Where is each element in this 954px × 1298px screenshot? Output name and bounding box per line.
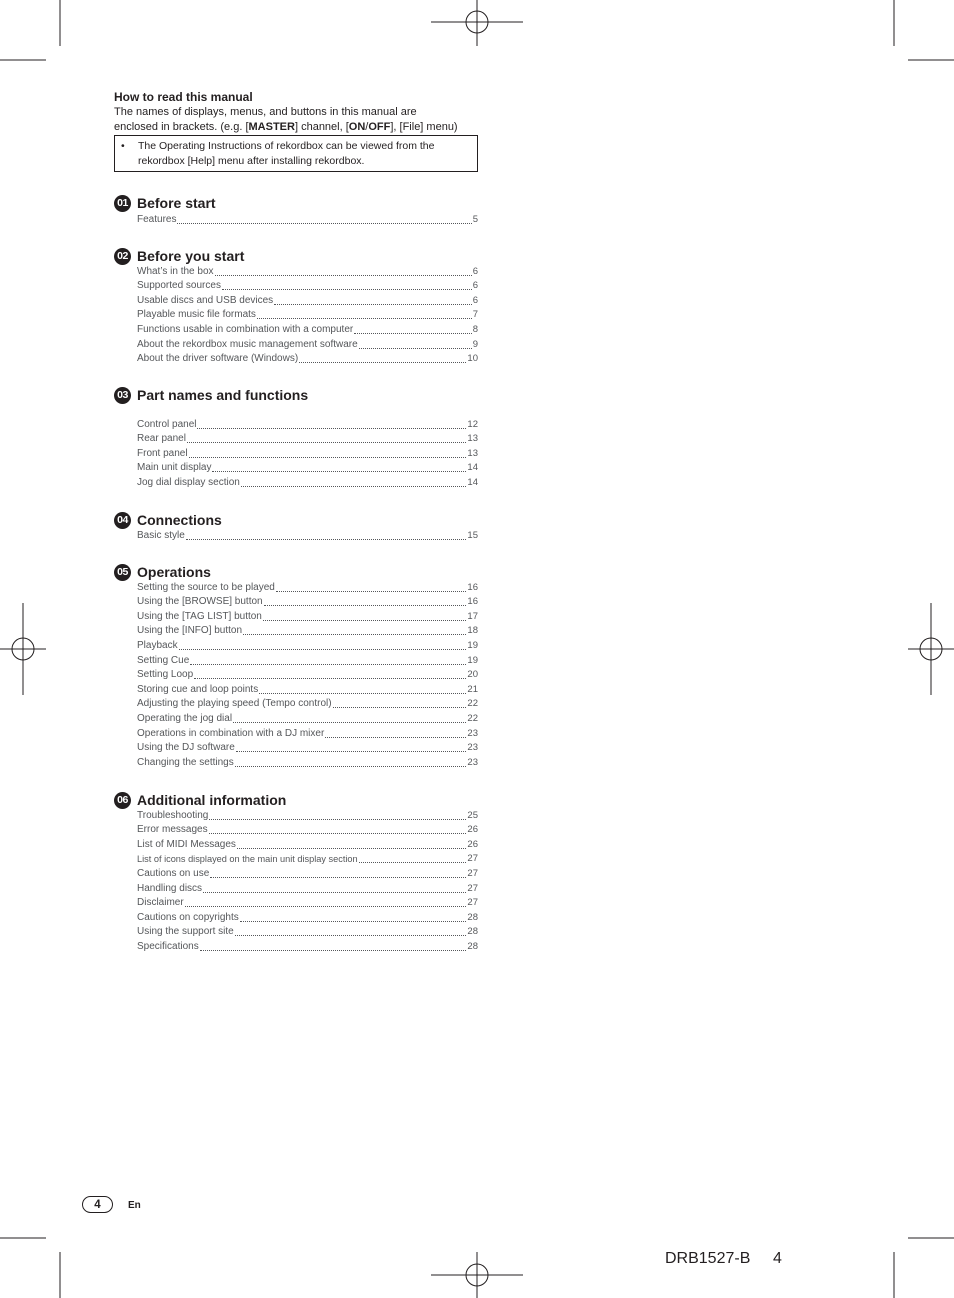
dot-leader (235, 934, 467, 936)
toc-entry-label: Using the [INFO] button (137, 625, 243, 637)
dot-leader (263, 619, 467, 621)
section-number-badge: 05 (114, 564, 131, 581)
how-to-read-line-2 (114, 120, 478, 135)
toc-entry[interactable] (137, 279, 478, 294)
toc-entry-label: Using the [BROWSE] button (137, 596, 263, 608)
toc-entry-page: 7 (472, 309, 478, 321)
dot-leader (212, 470, 466, 472)
dot-leader (187, 441, 467, 443)
toc-entry-page: 25 (467, 809, 478, 821)
toc-entry-label: Using the DJ software (137, 742, 235, 754)
dot-leader (194, 677, 466, 679)
section-heading (114, 386, 478, 404)
toc-entry-label: Operating the jog dial (137, 712, 233, 724)
dot-leader (179, 648, 467, 650)
toc-entry[interactable] (137, 624, 478, 639)
toc-entry-label: Changing the settings (137, 756, 234, 768)
section-number-badge: 03 (114, 387, 131, 404)
toc-entry-label: List of icons displayed on the main unit display section (137, 854, 358, 865)
note-text (138, 139, 469, 169)
dot-leader (189, 456, 467, 458)
toc-entry-label: About the rekordbox music management software (137, 338, 358, 350)
section-number-badge: 04 (114, 512, 131, 529)
toc-entry[interactable] (137, 352, 478, 367)
dot-leader (325, 736, 466, 738)
text-fragment: enclosed in brackets. (e.g. [ (114, 121, 249, 133)
toc-entry[interactable] (137, 322, 478, 337)
text-fragment: / (365, 121, 369, 133)
toc-entry-page: 26 (467, 824, 478, 836)
toc-entry[interactable] (137, 446, 478, 461)
toc-entry-label: Features (137, 213, 177, 225)
toc-section-06 (114, 791, 478, 954)
toc-entry[interactable] (137, 653, 478, 668)
section-title: Operations (137, 564, 211, 580)
toc-entry[interactable] (137, 726, 478, 741)
toc-entry-label: About the driver software (Windows) (137, 353, 299, 365)
dot-leader (276, 590, 467, 592)
toc-entry[interactable] (137, 293, 478, 308)
toc-section-02 (114, 247, 478, 366)
section-heading (114, 194, 478, 212)
toc-entry-label: Troubleshooting (137, 809, 209, 821)
toc-entry[interactable] (137, 638, 478, 653)
toc-entry-label: Main unit display (137, 462, 212, 474)
toc-entry-page: 28 (467, 926, 478, 938)
toc-entry-label: Basic style (137, 529, 185, 541)
off-label: OFF (368, 121, 391, 133)
dot-leader (186, 538, 467, 540)
dot-leader (209, 818, 466, 820)
toc-entry-label: Control panel (137, 418, 197, 430)
section-heading (114, 247, 478, 265)
toc-entry-page: 21 (467, 683, 478, 695)
toc-entry[interactable] (137, 925, 478, 940)
toc-entry-page: 19 (467, 639, 478, 651)
toc-entry-label: Rear panel (137, 433, 186, 445)
dot-leader (185, 905, 467, 907)
toc-entry[interactable] (137, 939, 478, 954)
master-label: MASTER (248, 121, 295, 133)
section-heading (114, 563, 478, 581)
toc-section-04 (114, 511, 478, 543)
toc-list (114, 808, 478, 954)
dot-leader (177, 222, 471, 224)
toc-entry[interactable] (137, 475, 478, 490)
dot-leader (203, 891, 466, 893)
toc-list (114, 212, 478, 227)
document-id: DRB1527-B (665, 1250, 751, 1267)
toc-entry-page: 15 (467, 529, 478, 541)
dot-leader (241, 485, 467, 487)
toc-entry-label: Specifications (137, 940, 199, 952)
toc-entry-page: 22 (467, 698, 478, 710)
section-title: Before start (137, 195, 216, 211)
toc-entry-page: 6 (472, 280, 478, 292)
toc-entry[interactable] (137, 609, 478, 624)
section-title: Connections (137, 512, 222, 528)
toc-entry[interactable] (137, 212, 478, 227)
dot-leader (333, 706, 467, 708)
toc-entry-label: Setting Cue (137, 654, 190, 666)
toc-entry-label: Using the [TAG LIST] button (137, 610, 262, 622)
toc-entry-label: Setting Loop (137, 669, 194, 681)
toc-entry-label: Handling discs (137, 882, 203, 894)
toc-entry-page: 17 (467, 610, 478, 622)
toc-section-05 (114, 563, 478, 770)
toc-entry-label: Error messages (137, 824, 208, 836)
dot-leader (222, 288, 472, 290)
toc-entry-label: Playable music file formats (137, 309, 256, 321)
dot-leader (354, 332, 471, 334)
toc-entry-page: 8 (472, 323, 478, 335)
toc-entry-label: Jog dial display section (137, 476, 240, 488)
document-page: 4 (773, 1250, 782, 1267)
how-to-read-line-1: The names of displays, menus, and buttons in this manual are (114, 106, 417, 118)
toc-entry-label: Using the support site (137, 926, 234, 938)
toc-entry-page: 6 (472, 265, 478, 277)
dot-leader (264, 604, 467, 606)
dot-leader (259, 692, 466, 694)
toc-entry-page: 14 (467, 476, 478, 488)
dot-leader (240, 920, 467, 922)
toc-entry-page: 22 (467, 712, 478, 724)
toc-entry[interactable] (137, 580, 478, 595)
toc-entry-page: 27 (467, 897, 478, 909)
toc-entry[interactable] (137, 823, 478, 838)
toc-entry[interactable] (137, 337, 478, 352)
note-line-2: rekordbox [Help] menu after installing rekordbox. (138, 155, 365, 167)
toc-entry[interactable] (137, 461, 478, 476)
toc-entry-page: 27 (467, 882, 478, 894)
toc-entry[interactable] (137, 682, 478, 697)
toc-entry-label: Disclaimer (137, 897, 184, 909)
section-number-badge: 02 (114, 248, 131, 265)
toc-entry-page: 28 (467, 911, 478, 923)
dot-leader (237, 847, 467, 849)
dot-leader (210, 876, 466, 878)
toc-entry-page: 23 (467, 727, 478, 739)
toc-entry-label: Adjusting the playing speed (Tempo control) (137, 698, 332, 710)
how-to-read-title: How to read this manual (114, 90, 253, 104)
toc-entry-page: 14 (467, 462, 478, 474)
toc-entry-label: What’s in the box (137, 265, 214, 277)
toc-entry[interactable] (137, 837, 478, 852)
toc-section-01 (114, 194, 478, 227)
toc-entry[interactable] (137, 697, 478, 712)
section-heading (114, 791, 478, 809)
toc-entry-label: Storing cue and loop points (137, 683, 259, 695)
toc-entry-page: 5 (472, 213, 478, 225)
toc-entry[interactable] (137, 866, 478, 881)
toc-entry-label: Cautions on copyrights (137, 911, 239, 923)
toc-entry-page: 28 (467, 940, 478, 952)
toc-entry-page: 16 (467, 581, 478, 593)
toc-entry-label: Cautions on use (137, 867, 210, 879)
toc-entry[interactable] (137, 595, 478, 610)
toc-list (114, 417, 478, 490)
language-label: En (128, 1200, 141, 1211)
toc-entry[interactable] (137, 741, 478, 756)
toc-entry[interactable] (137, 910, 478, 925)
toc-entry-label: Functions usable in combination with a computer (137, 323, 354, 335)
toc-entry-page: 9 (472, 338, 478, 350)
toc-entry-page: 23 (467, 742, 478, 754)
toc-entry[interactable] (137, 755, 478, 770)
toc-entry-label: Supported sources (137, 280, 221, 292)
dot-leader (243, 633, 466, 635)
section-title: Part names and functions (137, 387, 309, 403)
dot-leader (190, 663, 466, 665)
section-title: Before you start (137, 248, 245, 264)
toc-entry-label: Usable discs and USB devices (137, 294, 274, 306)
toc-entry[interactable] (137, 852, 478, 867)
dot-leader (235, 765, 467, 767)
toc-entry-page: 27 (467, 853, 478, 865)
section-title: Additional information (137, 792, 287, 808)
toc-entry-page: 18 (467, 625, 478, 637)
toc-entry[interactable] (137, 417, 478, 432)
section-heading (114, 511, 478, 529)
dot-leader (197, 427, 466, 429)
dot-leader (209, 832, 467, 834)
toc-entry-label: Playback (137, 639, 178, 651)
toc-entry-page: 10 (467, 353, 478, 365)
toc-entry-page: 26 (467, 838, 478, 850)
toc-entry[interactable] (137, 432, 478, 447)
toc-entry-label: Setting the source to be played (137, 581, 275, 593)
toc-entry-page: 20 (467, 669, 478, 681)
on-label: ON (348, 121, 366, 133)
dot-leader (299, 361, 466, 363)
section-number-badge: 01 (114, 195, 131, 212)
text-fragment: ] channel, [ (294, 121, 349, 133)
dot-leader (200, 949, 467, 951)
section-number-badge: 06 (114, 792, 131, 809)
toc-entry-page: 16 (467, 596, 478, 608)
toc-entry-label: Front panel (137, 447, 188, 459)
toc-entry[interactable] (137, 808, 478, 823)
page-number-badge: 4 (82, 1196, 113, 1213)
toc-entry[interactable] (137, 308, 478, 323)
how-to-read-block (114, 90, 478, 172)
text-fragment: ], [File] menu) (390, 121, 458, 133)
toc-entry-page: 12 (467, 418, 478, 430)
toc-entry[interactable] (137, 881, 478, 896)
dot-leader (257, 317, 472, 319)
toc-list (114, 580, 478, 770)
toc-entry[interactable] (137, 264, 478, 279)
toc-entry-page: 27 (467, 867, 478, 879)
note-box (114, 135, 478, 172)
dot-leader (359, 347, 472, 349)
toc-section-03 (114, 386, 478, 490)
toc-entry-label: List of MIDI Messages (137, 838, 236, 850)
toc-entry-page: 13 (467, 447, 478, 459)
dot-leader (215, 274, 472, 276)
dot-leader (274, 303, 472, 305)
toc-entry[interactable] (137, 896, 478, 911)
toc-entry-page: 19 (467, 654, 478, 666)
toc-list (114, 528, 478, 543)
toc-entry-label: Operations in combination with a DJ mixer (137, 727, 325, 739)
bullet: • (121, 140, 125, 152)
note-line-1: The Operating Instructions of rekordbox can be viewed from the (138, 140, 435, 152)
dot-leader (233, 721, 466, 723)
toc-list (114, 264, 478, 366)
toc-entry-page: 13 (467, 433, 478, 445)
toc-entry[interactable] (137, 528, 478, 543)
toc-entry-page: 6 (472, 294, 478, 306)
dot-leader (359, 861, 467, 863)
toc-entry-page: 23 (467, 756, 478, 768)
dot-leader (236, 750, 467, 752)
toc-entry[interactable] (137, 668, 478, 683)
toc-entry[interactable] (137, 711, 478, 726)
